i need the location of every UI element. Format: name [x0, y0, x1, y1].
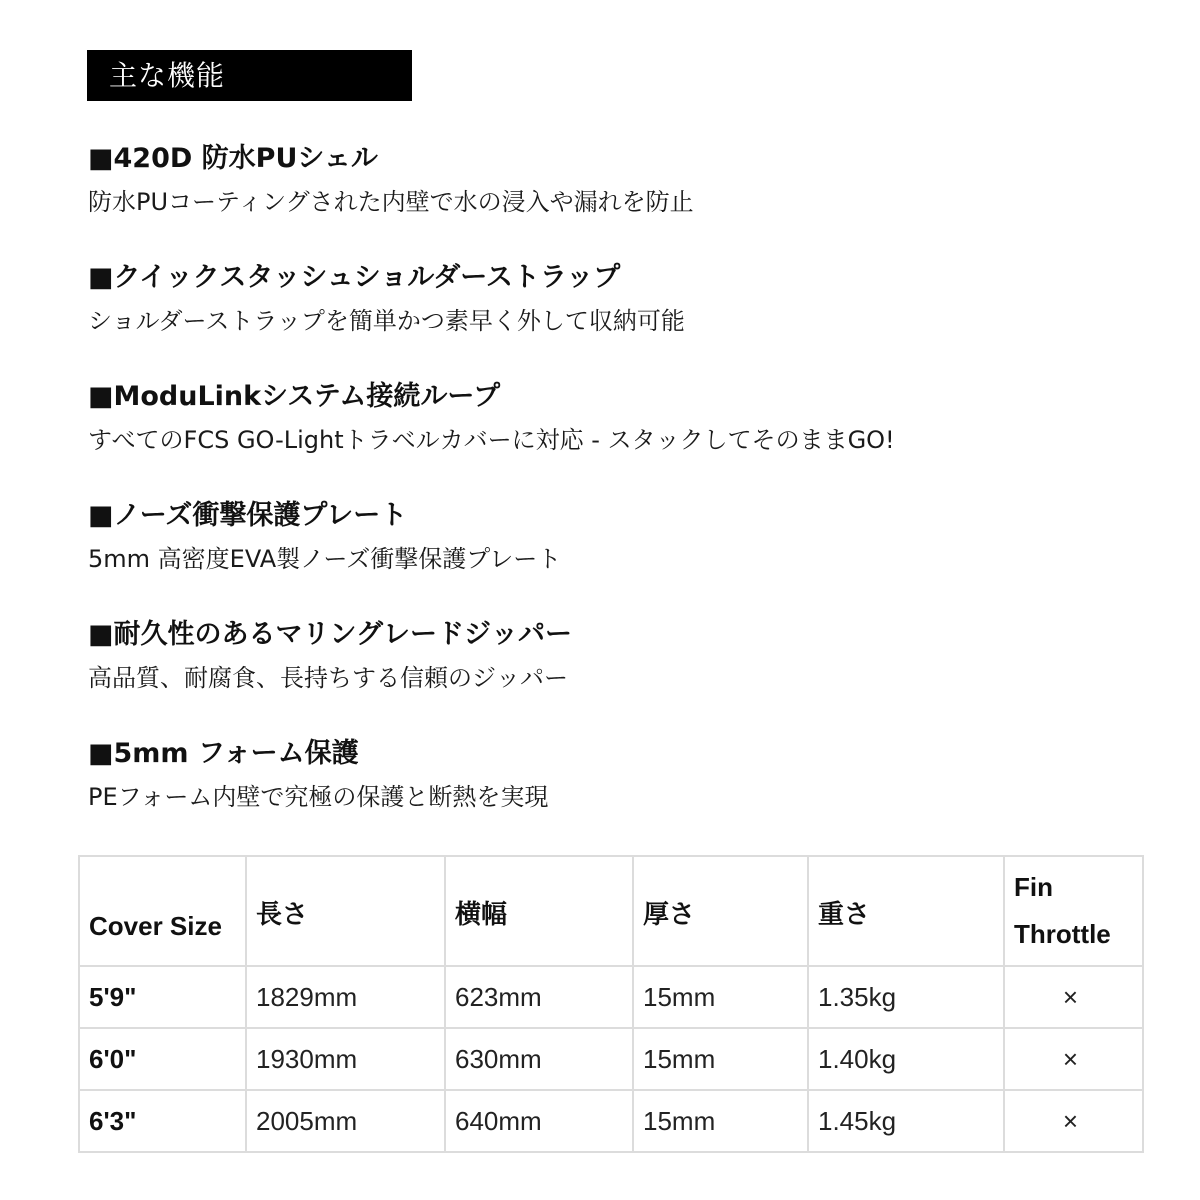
table-row — [79, 1028, 1143, 1090]
size-spec-table — [78, 855, 1144, 1153]
cell-weight: 1.40kg — [808, 1028, 1004, 1090]
feature-title: ■クイックスタッシュショルダーストラップ — [88, 262, 621, 293]
cell-weight: 1.35kg — [808, 966, 1004, 1028]
feature-title: ■420D 防水PUシェル — [88, 143, 378, 174]
table-row — [79, 1090, 1143, 1152]
feature-item — [88, 732, 1168, 851]
feature-item — [88, 375, 1168, 494]
feature-title: ■耐久性のあるマリングレードジッパー — [88, 619, 572, 650]
cell-thickness: 15mm — [633, 1028, 808, 1090]
feature-item — [88, 137, 1168, 256]
feature-description: 高品質、耐腐食、長持ちする信頼のジッパー — [88, 664, 568, 692]
cell-weight: 1.45kg — [808, 1090, 1004, 1152]
feature-list — [88, 137, 1168, 851]
cell-width: 630mm — [445, 1028, 633, 1090]
table-header-row — [79, 856, 1143, 966]
section-title-banner — [87, 50, 412, 101]
cell-fin-throttle: × — [1004, 1028, 1143, 1090]
feature-description: ショルダーストラップを簡単かつ素早く外して収納可能 — [88, 307, 685, 335]
header-fin-line2: Throttle — [1014, 919, 1111, 949]
header-width: 横幅 — [445, 856, 633, 966]
feature-description: 防水PUコーティングされた内壁で水の浸入や漏れを防止 — [88, 188, 694, 216]
cell-size: 6'0" — [79, 1028, 246, 1090]
cell-length: 1930mm — [246, 1028, 445, 1090]
header-weight: 重さ — [808, 856, 1004, 966]
header-fin-throttle — [1004, 856, 1143, 966]
table-row — [79, 966, 1143, 1028]
cell-size: 6'3" — [79, 1090, 246, 1152]
header-fin-line1: Fin — [1014, 872, 1053, 902]
header-cover-size: Cover Size — [79, 856, 246, 966]
cell-size: 5'9" — [79, 966, 246, 1028]
section-title: 主な機能 — [109, 59, 226, 92]
feature-item — [88, 256, 1168, 375]
header-thickness: 厚さ — [633, 856, 808, 966]
cell-width: 623mm — [445, 966, 633, 1028]
cell-fin-throttle: × — [1004, 1090, 1143, 1152]
feature-item — [88, 613, 1168, 732]
cell-thickness: 15mm — [633, 966, 808, 1028]
feature-description: すべてのFCS GO-Lightトラベルカバーに対応 - スタックしてそのままGO! — [88, 426, 895, 454]
feature-item — [88, 494, 1168, 613]
cell-length: 1829mm — [246, 966, 445, 1028]
feature-title: ■ノーズ衝撃保護プレート — [88, 500, 408, 531]
feature-title: ■ModuLinkシステム接続ループ — [88, 381, 501, 412]
feature-description: PEフォーム内壁で究極の保護と断熱を実現 — [88, 783, 549, 811]
cell-fin-throttle: × — [1004, 966, 1143, 1028]
cell-length: 2005mm — [246, 1090, 445, 1152]
cell-width: 640mm — [445, 1090, 633, 1152]
feature-title: ■5mm フォーム保護 — [88, 738, 359, 769]
cell-thickness: 15mm — [633, 1090, 808, 1152]
feature-description: 5mm 高密度EVA製ノーズ衝撃保護プレート — [88, 545, 562, 573]
header-length: 長さ — [246, 856, 445, 966]
